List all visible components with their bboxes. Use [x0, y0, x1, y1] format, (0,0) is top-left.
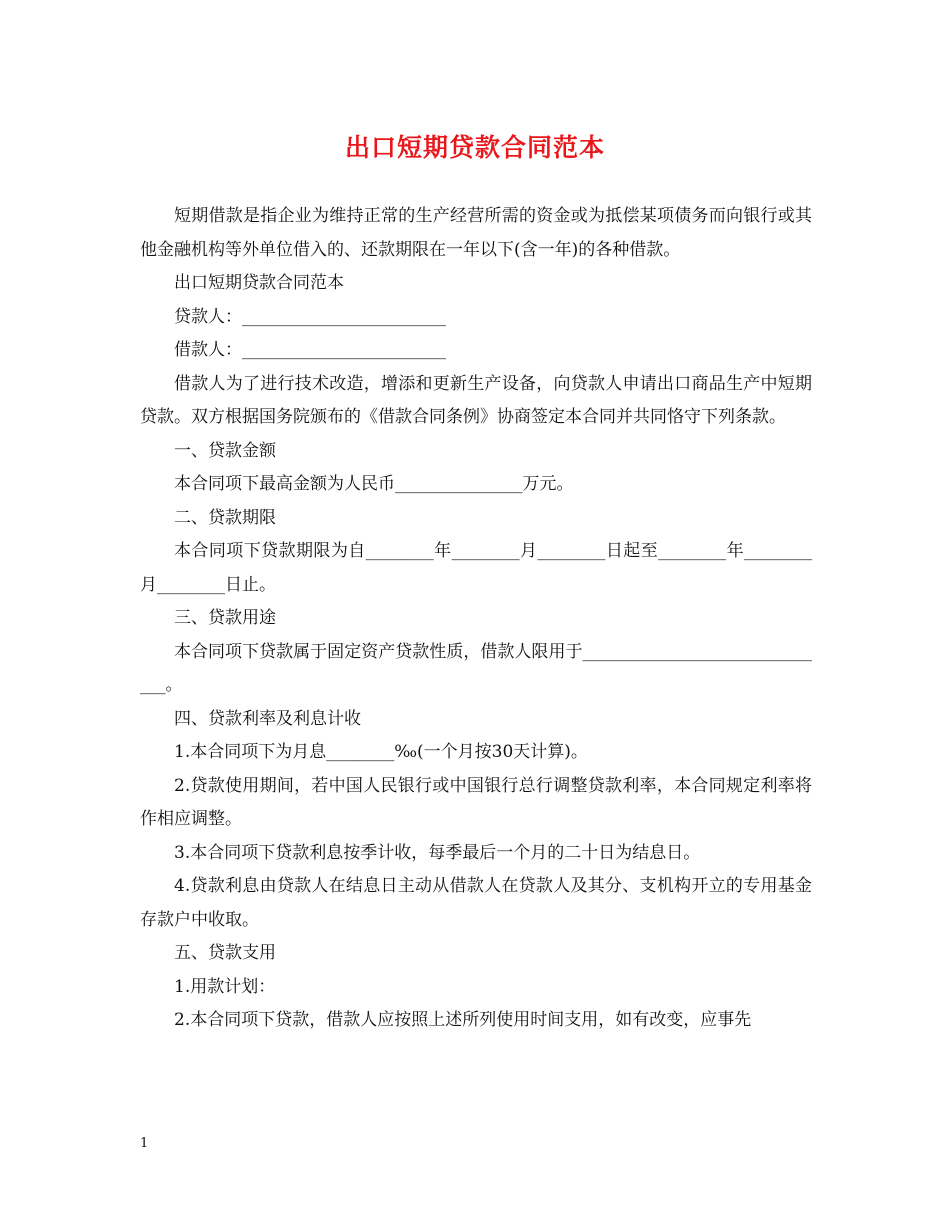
paragraph-interest-4: 4.贷款利息由贷款人在结息日主动从借款人在贷款人及其分、支机构开立的专用基金存款户中收取。 — [140, 876, 812, 930]
paragraph-disbursement-1: 1.用款计划： — [174, 976, 276, 997]
borrower-field: 借款人：________________________ — [174, 340, 446, 360]
paragraph-term: 本合同项下贷款期限为自________年________月________日起至________年________月________日止。 — [140, 541, 812, 595]
page-number: 1 — [140, 1136, 149, 1151]
document-title: 出口短期贷款合同范本 — [344, 133, 605, 162]
lender-field: 贷款人：________________________ — [174, 306, 446, 327]
paragraph-amount: 本合同项下最高金额为人民币_______________万元。 — [174, 474, 574, 494]
paragraph-purpose: 本合同项下贷款属于固定资产贷款性质，借款人限用于______________________________。 — [140, 641, 812, 695]
paragraph-intro: 短期借款是指企业为维持正常的生产经营所需的资金或为抵偿某项债务而向银行或其他金融机构等外单位借入的、还款期限在一年以下(含一年)的各种借款。 — [140, 206, 812, 260]
document-body — [140, 200, 812, 1038]
section-heading-interest: 四、贷款利率及利息计收 — [174, 708, 361, 729]
paragraph-preamble: 借款人为了进行技术改造，增添和更新生产设备，向贷款人申请出口商品生产中短期贷款。双方根据国务院颁布的《借款合同条例》协商签定本合同并共同恪守下列条款。 — [140, 373, 812, 427]
paragraph-subtitle: 出口短期贷款合同范本 — [174, 273, 344, 293]
paragraph-interest-1: 1.本合同项下为月息________‰(一个月按30天计算)。 — [174, 742, 588, 762]
paragraph-interest-3: 3.本合同项下贷款利息按季计收，每季最后一个月的二十日为结息日。 — [174, 842, 701, 863]
section-heading-disbursement: 五、贷款支用 — [174, 943, 276, 963]
section-heading-term: 二、贷款期限 — [174, 507, 276, 528]
paragraph-interest-2: 2.贷款使用期间，若中国人民银行或中国银行总行调整贷款利率，本合同规定利率将作相应调整。 — [140, 775, 812, 829]
paragraph-disbursement-2: 2.本合同项下贷款，借款人应按照上述所列使用时间支用，如有改变，应事先 — [174, 1010, 752, 1030]
section-heading-amount: 一、贷款金额 — [174, 440, 276, 461]
section-heading-purpose: 三、贷款用途 — [174, 608, 276, 628]
